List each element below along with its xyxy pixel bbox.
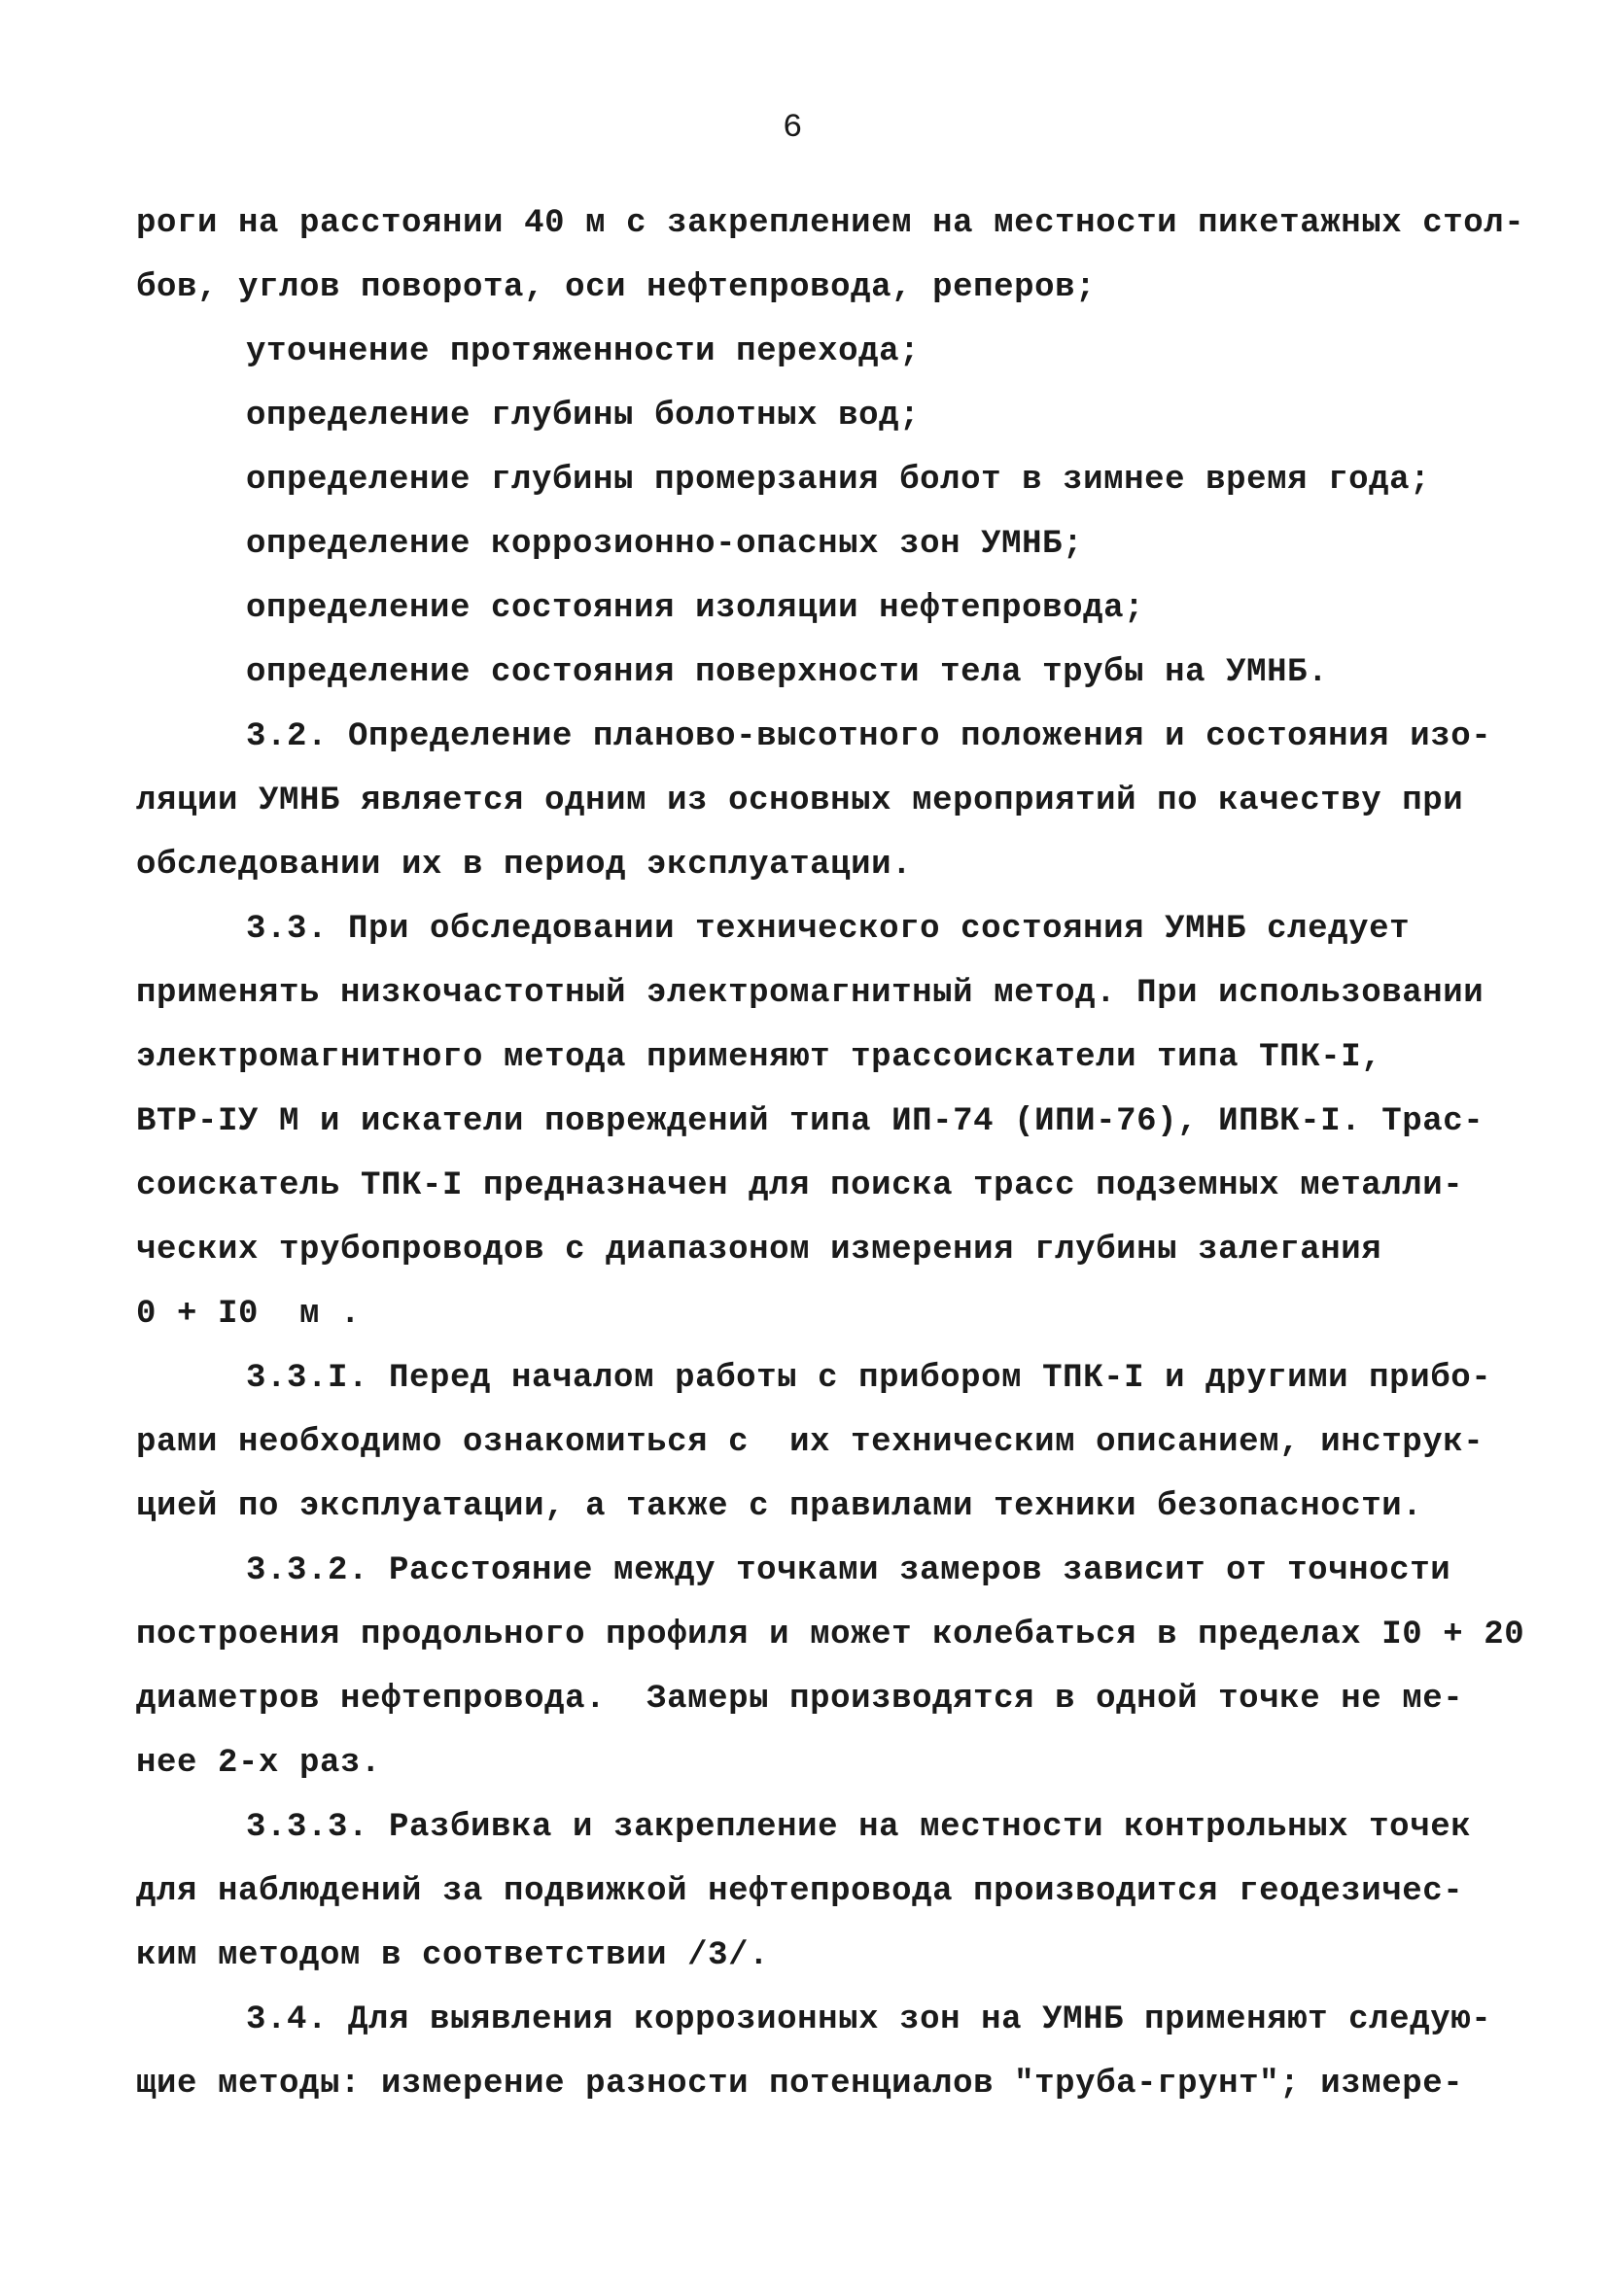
text-line: соискатель ТПК-I предназначен для поиска трасс подземных металли- bbox=[136, 1167, 1464, 1204]
text-line: 0 + I0 м . bbox=[136, 1296, 362, 1333]
text-line: 3.4. Для выявления коррозионных зон на УМНБ применяют следую- bbox=[246, 2001, 1492, 2038]
text-line: ким методом в соответствии /3/. bbox=[136, 1937, 770, 1974]
text-line: 3.3.2. Расстояние между точками замеров зависит от точности bbox=[246, 1552, 1451, 1589]
text-line: диаметров нефтепровода. Замеры производятся в одной точке не ме- bbox=[136, 1681, 1464, 1718]
text-line: ляции УМНБ является одним из основных мероприятий по качеству при bbox=[136, 783, 1464, 819]
text-line: щие методы: измерение разности потенциалов "труба-грунт"; измере- bbox=[136, 2066, 1464, 2103]
text-line: для наблюдений за подвижкой нефтепровода производится геодезичес- bbox=[136, 1873, 1464, 1910]
text-line: 3.3.3. Разбивка и закрепление на местности контрольных точек bbox=[246, 1809, 1472, 1846]
text-line: обследовании их в период эксплуатации. bbox=[136, 847, 913, 884]
text-line: ВТР-IУ М и искатели повреждений типа ИП-74 (ИПИ-76), ИПВК-I. Трас- bbox=[136, 1103, 1485, 1140]
text-line: определение состояния поверхности тела трубы на УМНБ. bbox=[246, 654, 1329, 691]
text-line: применять низкочастотный электромагнитный метод. При использовании bbox=[136, 975, 1485, 1012]
text-line: построения продольного профиля и может колебаться в пределах I0 + 20 bbox=[136, 1617, 1525, 1653]
text-line: роги на расстоянии 40 м с закреплением на местности пикетажных стол- bbox=[136, 205, 1525, 242]
page-number: 6 bbox=[783, 110, 803, 147]
text-line: электромагнитного метода применяют трассоискатели типа ТПК-I, bbox=[136, 1039, 1382, 1076]
text-line: определение глубины промерзания болот в зимнее время года; bbox=[246, 462, 1431, 499]
text-line: цией по эксплуатации, а также с правилами техники безопасности. bbox=[136, 1488, 1423, 1525]
text-line: определение глубины болотных вод; bbox=[246, 398, 921, 435]
text-line: ческих трубопроводов с диапазоном измерения глубины залегания bbox=[136, 1232, 1382, 1269]
text-line: 3.3. При обследовании технического состояния УМНБ следует bbox=[246, 911, 1411, 948]
text-line: рами необходимо ознакомиться с их техническим описанием, инструк- bbox=[136, 1424, 1485, 1461]
text-line: 3.2. Определение планово-высотного положения и состояния изо- bbox=[246, 718, 1492, 755]
text-line: определение коррозионно-опасных зон УМНБ; bbox=[246, 526, 1084, 563]
text-line: уточнение протяженности перехода; bbox=[246, 333, 921, 370]
text-line: нее 2-х раз. bbox=[136, 1745, 382, 1782]
text-line: определение состояния изоляции нефтепровода; bbox=[246, 590, 1145, 627]
text-line: 3.3.I. Перед началом работы с прибором ТПК-I и другими прибо- bbox=[246, 1360, 1492, 1397]
text-line: бов, углов поворота, оси нефтепровода, реперов; bbox=[136, 269, 1097, 306]
